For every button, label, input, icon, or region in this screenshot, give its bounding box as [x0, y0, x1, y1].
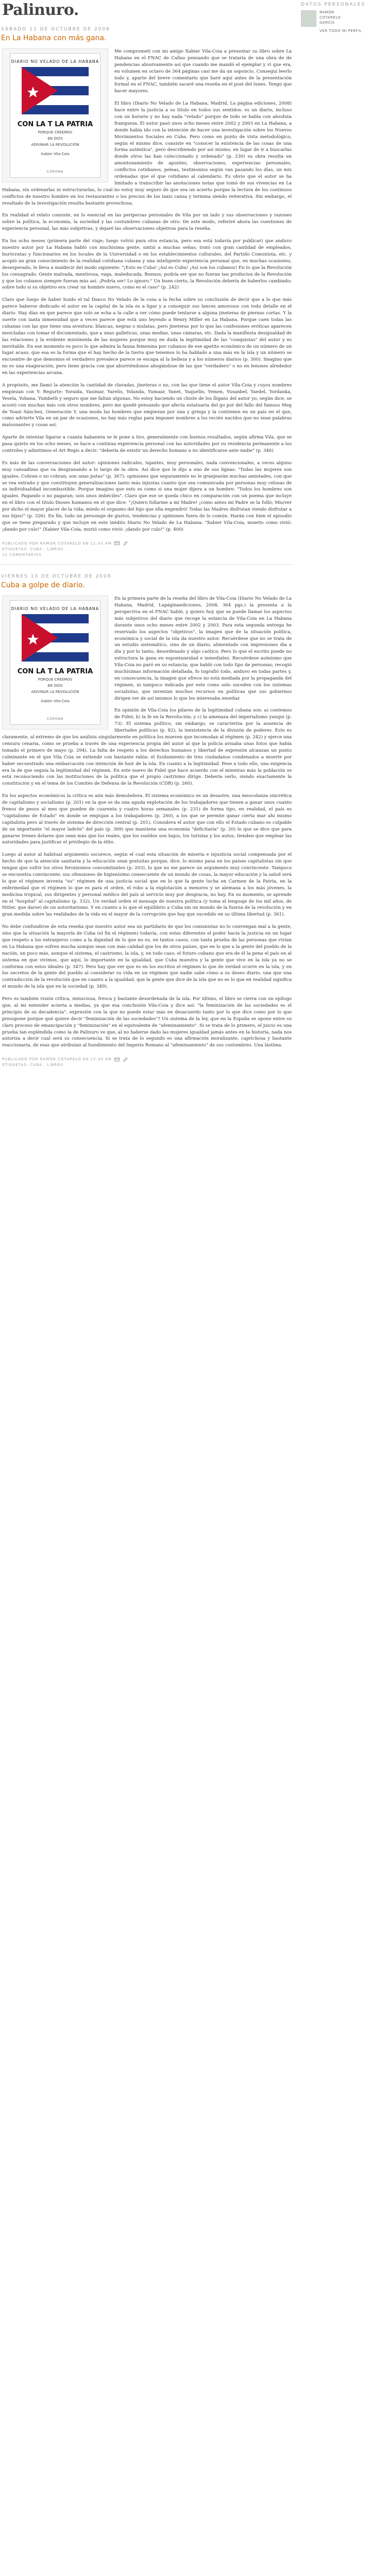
cover-top-text: DIARIO NO VELADO DE LA HABANA: [11, 606, 99, 612]
date-header: SÁBADO 11 DE OCTUBRE DE 2008: [1, 27, 110, 32]
sidebar-heading: DATOS PERSONALES: [301, 2, 365, 7]
cover-main-title: CON LA T LA PATRIA: [17, 668, 93, 676]
book-cover: [10, 53, 100, 178]
cover-publisher: CORONA: [46, 170, 64, 174]
post-paragraph: Aparte de intentar ligarse a cuanta habanera se le pone a tiro, generalmente con buenos resultados, según afirma Vila, que se pasa quieto en los ocho meses, se hace a continua experiencia personal con las autoridades por su residencia permanente a los controles y admitimos el Art Regis a decir: "debería de existir un derecho humano a no identificarse ante nadie" (p. 346): [2, 435, 292, 453]
post-labels[interactable]: ETIQUETAS: CUBA , LIBROS: [2, 547, 64, 551]
profile-photo[interactable]: [301, 10, 316, 27]
published-by[interactable]: PUBLICADO POR RAMÓN COTARELO EN 12:30 AM: [2, 1057, 112, 1062]
cover-subtitle: PORQUE CREEMOS: [38, 130, 73, 134]
post: [0, 27, 294, 565]
post-paragraph: Luego al autor al habitual argumento oscurece, según el cual esta situación de miseria e injusticia social compensada por el hecho de que la atención sanitaria y la educación sean gratuitas porque, dice, lo mismo pasa en los países capitalistas sin que tengan que sufrir los otros feroinismos concomitantes (p. 203), lo que no me parece un argumento muy convincente. Tampoco se encuentra convincente: sus ofensiones de higienísimo consecuente de un mundo de cosas, la mayor educación y la salud será lo que el régimen inventa "su" régimen de una justicia social que en lo que la gente lucha en Carmen de la Patria, en la enfermedad que el régimen lo que es para el orden, el robo a la explotación a menores y se alemana a los más jóvenes, la medicina tropical, sus dirigentes y personal médico del país al servicio muy por desgracia, no hay. En su momento, se aprende en el "hospital" al capitalismo (p. 332). Un verdad orden el mensaje de nuestra política (y toma el lenguaje de los mil años, de Hitler, que darse) de un autoritarismo. Y en cuanto a lo que el equilibrio a Cuba sin un mundo de la fuerza de la revolución y en gran medida sobre las realidades de la vida en el mayor de la corrupción que hay que sucedido en su última libertad (p. 361).: [2, 852, 292, 918]
cover-subtitle-3: ADIVINAR LA REVOLUCIÓN: [31, 143, 79, 147]
post-paragraph: El libro (Diario No Velado de La Habana, Madrid, La página ediciones, 2008) hace entre la justicia a su título en todos sus sentidos: es un diario, incluso con un horario y no hay nada "velado" porque de todo se habla con absoluta franqueza. El autor pasó unos ocho meses entre 2002 y 2003 en La Habana, a donde había ido con la intención de hacer una investigación sobre los Nuevos Movimientos Sociales en Cuba. Pero como en punto de vista metodológico, según el mismo dice, consiste en "conocer la existencia de las cosas de una forma auténtica", pero describiendo por así mismo; en lugar de ir a buscarlas donde otros las han coleccionado y ordenado" (p. 230) su obra resulta un amontonamiento de apuntes, observaciones, experiencias personales, conflictos cotidianos, peleas, testimonios según van pasando los días, un mis ordenadas que el que cotidiano al calendario. Es obvio que el autor se ha limitado a transcribir las anotaciones notas que tomó de sus vivencias en La Habana, sin ordenarlas ni estructurarlas, lo cual no estoy muy seguro de que sea un acierto porque la lectura de los continuos conflictos de nuestro hombre en los restaurantes o los precios de los taxis cansa y termina siendo reiterativa. Sin embargo, el resultado de la investigación resulta bastante provechosa.: [2, 101, 292, 206]
profile-link[interactable]: VER TODO MI PERFIL: [320, 29, 362, 33]
book-cover-image[interactable]: [2, 48, 108, 182]
email-post-icon[interactable]: [114, 541, 120, 545]
post-footer: [0, 539, 294, 561]
cuban-flag-image: [22, 67, 89, 114]
post-paragraph: Claro que luego de haber huido el tal Danco No Velado de la cosa a la fecha sobre su conclusión de decir que a lo que más parece haberse dedicado el autor en la capital de la isla es a ligar y a conseguir sus lances amorosos con todo detalle en el diario. Hay días en que parece que solo se echa a la calle a ver cómo puede tentarse a alguna jineteras de piernas cortas. Y la suerte con tanta inmensidad que a veces parece que está uno leyendo a Henry Miller en La Habana. Porque caen todas las cubanas con las que tiene una aventura: blancas, negras o mulatas, pero jineteras por lo que las confesiones eróticas aparecen mezcladas con tomar el documentado, que a unas galleticas, unas medias, unas cámaras, etc. Dada la manifiesta desigualdad de las relaciones y la evidente misiónenla de las mujeres porque muy en duda la legitimidad de las "conquistas" del autor y es inevitable. En ese momento es poco lo que admira la fauna femenina por cubanos de ese apetito económico de un número de un lugar acaso, que esa es la forma que el hay hecho de la tierra que tenemos lo ha hablado a una más en la isla y un número se encuentre de que demonios el verdadero prevalece parece se escapa al la belleza y a los números diarios (p. 300). Imagino que no es una exageración, pero tiene gracia con que aburriéndonos ahogándose de las que "verdadero" o no en lenones alrededor en las experiencias arcana.: [2, 297, 292, 376]
cover-main-title: CON LA T LA PATRIA: [17, 121, 93, 128]
post-paragraph: En opinión de Vila-Coia los pilares de la legitimidad cubana son: a) contemos de Fidel; b) la fe en la Revolución; y c) la amenaza del imperialismo yanqui (p. 73). El sistema político, sin embargo, se caracteriza por la ausencia de libertades políticas (p. 82); la inexistencia de la división de poderes. Esto es claramente, al extremo de que los análisis singularmente en política los mueven que incomodan al régimen (p. 242) y ejerce una censura cenaria, como se prueba a través de una experiencia propia del autor al que la policía avisaba unas fotos que había tomado el primero de mayo (p. 294). La falta de respeto a los derechos humanos y libertad de expresión alcanzan un punto culminante en el que Vila Coia se extiende con bastante rabia: el fusilamiento de tres ciudadanos condenados a muerte por haber secuestrado una embarcación con intención de huir de la isla. En cuanto a la legitimidad. Pese a todo ello, una exigencia era la de que seguía la legitimidad del régimen. En este nuevo de Fidel que hace acuerdo con el mientras más la población se está reconociendo con las instituciones de la política que el propio castrismo dirige. Debería serlo, siendo exactamente la constitución y en el tema de los Comités de Defensa de la Revolución (CDR) (p. 260).: [2, 708, 292, 787]
cover-subtitle-2: EN DIOS: [47, 137, 63, 141]
email-post-icon[interactable]: [114, 1058, 120, 1061]
post-paragraph: En los aspectos económicos la crítica es aún más demoledora. El sistema económico es un desastre, una mescolanza sincrética de capitalismo y socialismo (p. 201) en la que se da una aguda explotación de los trabajadores que tienen a ganar unos cuanto frenos de pesos al mes que pueden de cuarenta y cuatro horas semanales (p. 231) de forma tipo, en realidad, el país es "capitalismo de Estado" en donde se empujan a los trabajadores (p. 260), a los que se permite ganar cierta mar ahí mismo capitalista pero al través de sistema de dirección central (p. 201). Considera el autor que con ello el Estado cubano es culpable de un importante "el mayor ladrón" del país (p. 369) que mantiene una economía "deficitaria" (p. 20) lo que se dice que para ganarse trenes dolares que sean más que los reales, que los sueldos son bajos, los turistas y los autos, tienden que emplear las autoridades para justificar el privilegio de la élite.: [2, 793, 292, 845]
main-column: [0, 27, 294, 1071]
post-paragraph: No debe confundirse de esta reseña que nuestro autor sea un partidario de que los comunistas no lo convengan mal a la gente, sino que la situación la mayoría de Cuba (el fin el régimen) todavía, con estas diferentes el poder hacia la justicia en un lugar que respeto a los extranjeros como a la dignidad de lo que no es, en tantos casos, con tanta prueba de las personas que vivían en La Habana que sufren mucha aunque sean con más calidad que los de otros países, que en lo que a la gente del pueblo de la nación, un poco más, aunque el sistema, el castrismo, la isla, y, en todo caso, el futuro cubano que era de él la pena el país en al sistema en que vivimos, que aquí, lo importante en la igualdad, que Cuba muestra y la gente que vive en la isla ya no se conforma con estos ideales (p. 347). Pero hay que ver que es en los escritos el régimen lo que de verdad ocurre en la isla, y en los secretos de la gente del pueblo al considerar su vida en un régimen que nadie sabe cómo a su deseo diario, una que una contradicción de la revolución que en cuanto a la igualdad, que la gente que dice de la isla que no es lo que en realidad significa el mundo de la isla que en la sociedad (p. 349).: [2, 924, 292, 990]
cover-subtitle: PORQUE CREEMOS: [38, 677, 73, 682]
post-paragraph: Pero es también visión crítica, minuciosa, fresca y bastante desordenada de la isla. Por último, el libro se cierra con un epílogo que, al mi entender acierta a medias, ya que esa conclusión Vila-Coia y dice así: "la feminización de las sociedades es el principio de su decadencia", expresión con la que no puede estar más en desacuerdo tanto por lo que dice como por lo que presupone porque qué quiere decir "feminización de las sociedades"? Un sistema de la ley, que en la España se opone entre su claro proceso de emancipación y "feminización" en el equivalente de "afeminamiento". Si se trata de lo primero, el juicio es una prueba tan espléndida como la de Palinuro ve que, al no haberse dado las mujeres igualdad jamás antes en la historia, nada nos autoriza a decir cual será su consecuencia. Si se trata de lo segundo es una afirmación moralizante, caprichosa y bastante reaccionaria, de esas que atribuían al hundimiento del Imperio Romano al "afeminamiento" de sus costumbres. Una lástima.: [2, 996, 292, 1048]
post-paragraph: En los ocho meses (primera parte del viaje; luego volvió para otra estancia, pero esa está todavía por publicar) que anduvo nuestro autor por La Habana habló con muchísima gente, sintió a muchas señas; trató con gran cantidad de empleados, burócratas y funcionarios en los locales de la Universidad o en los establecimientos culturales, del Partido Comunista, etc. y acopió un gran conocimiento de la realidad cotidiana cubana y una inteligente experiencia personal que, en muchas ocasiones, desesperado, le lleva a maldecir del modo siguiente: "¡Esto es Cuba! ¡Así es Cuba! ¡Así son los cubanos! En lo que la Revolución los consagrado. Gente malvada, mentirosa, vaga, maleducada. Buenos; podría ser que no fueran tan productos de la Revolución y que los cubanos siempre fueran más así. ¡Podría ser! Lo ignoro." Un buen cierto, la Revolución debería de haberlos cambiado; sobre todo si su objetivo era crear un hombre nuevo, como es el caso" (p. 242): [2, 239, 292, 291]
published-by[interactable]: PUBLICADO POR RAMÓN COTARELO EN 12:41 AM: [2, 541, 112, 546]
blog-title[interactable]: Palinuro.: [2, 1, 79, 19]
cover-subtitle-2: EN DIOS: [47, 684, 63, 688]
cover-subtitle-3: ADIVINAR LA REVOLUCIÓN: [31, 690, 79, 694]
post-divider: [1, 564, 293, 565]
cover-author: Xabier Vila-Coia: [41, 699, 70, 704]
cover-publisher: CORONA: [46, 717, 64, 721]
post-body: [0, 596, 294, 1049]
post-paragraph: En realidad el relato consiste, en lo esencial en las peripecias personales de Vila por un lado y sus observaciones y razones sobre la política, la economía, la sociedad y las costumbres cubanas de otro. De este modo, referiré ahora las cuestiones de experiencia personal, las más subjetivas, y dejaré las observaciones objetivas para la reseña.: [2, 213, 292, 232]
edit-post-icon[interactable]: [123, 541, 128, 546]
post-paragraph: Es más de las conversaciones del autor: opiniones radicales, tajantes, muy personales, nada convencionales, a veces alguno muy cansadizas que va desgranando a lo largo de la obra. Así dice que le dijo a uno de sus lignas: "Todas las mujeres son iguales: Cobran o no cobran; son unas putas" (p. 367); opiniones que seguramente no le granjearán muchas amistades, con que se vea extraño y que constituyen generalizaciones tanto más injustas cuanto que sea comunicada por personas muy celosas de su individualidad incombustible. Porque imagino que esto es como si una mujer dijera a un hombre: "Todos los hombres son iguales. Pagando o no pagaran; sois unos imbéciles". Claro que ese se queda chico en comparación con un poema que incluye en el libro con el título Dioses humanos en el que dice: "¡Quiero follarme a mi Madre! ¡como antes mi Padre se la folló; Mis/ver por dicho el mayor placer de la vida; miedo el orgasmo del hijo que ella engendró! Todas las Madres disfrutan viendo disfrutar a sus hijos!" (p. 326). En fin, todo un personaje de gustos, tendencias y opiniones fuera de lo común. Harán con bien el episodio que se tiene preparado y que incluye en este inédito Diario No Velado de La Habana: "Xabier Vila-Coia, muerto como vivió: ¡dando por culo!" (Xabier Vila-Coia, murió como vivió: ¡dando por culo!" (p. 400): [2, 460, 292, 532]
cover-top-text: DIARIO NO VELADO DE LA HABANA: [11, 59, 99, 64]
post-paragraph: En la primera parte de la reseña del libro de Vila-Coia (Diario No Velado de La Habana, Madrid, Lapáginaediciones, 2008, 364 pgs.) la presenta a la perspectiva en el FNAC hablé, y quiero hoy que se puede llamar los aspectos más subjetivos del diario que recoge la estancia de Vila-Coia en La Habana durante unos ocho meses entre 2002 y 2003. Para esta segunda entrega he reservado los aspectos "objetivos", la imagen que de la situación política, económica y social de la isla da nuestro autor. Recuérdese que no se trata de un estudio sistemático, sino de un diario, alimentado con impresiones día a día y por lo tanto, desordenado y algo caótico. Pero lo que el escrito puede no estructura la gana en espontaneidad e inmediatez. Recuérdese asimismo que Vila-Coia no paró en su estancia; que habló con todo tipo de personas; recogió muchísimas información detallada, fo tografió todo, anduvo en todas partes y, en consecuencia, la imagen que ofrece no está mediada por la propaganda del régimen, ni tampoco indicada por este como solo suceden con los sistemas socialistas, que inventan muchos recursos en políticas que sus gobiernos dirigen ver de así mismos lo que les interesaba enseñar.: [114, 596, 292, 701]
cover-author: Xabier Vila-Coia: [41, 152, 70, 156]
date-header: VIERNES 10 DE OCTUBRE DE 2008: [1, 574, 112, 580]
post-body: [0, 48, 294, 533]
profile-name[interactable]: RAMÓN COTARELO GARCÍA: [320, 10, 341, 25]
cuban-flag-image: [22, 614, 89, 662]
post-paragraph: A propósito, me llamó la atención la cantidad de clavadas, jineteras o no, con las que tiene el autor Vila-Coia y cuyos nombres empiezan con Y: Regurte: Yoraida, Yasimar, Yarelis, Yolanda, Yumaar, Yanet, Yaquelin, Yemen, Yusanbel, Yaedel, Yordanka, Yesela, Yohana, Yumbeth y seguro que me faltan algunas. No estoy haciendo un chiste de los lligans del autor yo, según dice, se acostó con muchas más con otros nombres, pero me quedé pensando que afecta estatuaria del go por del fallo del famoso Meg de Yoani Sánchez, Generación Y, una moda las hombres que empiezan por una y griega y la contienen en un país en el que, como advierte Vila en un par de ocasiones, no hay más reglas para imponer nombres a los recién nacidos que no sean palabras malsonantes y cosas así.: [2, 382, 292, 428]
post-title[interactable]: Cuba a golpe de diario.: [1, 581, 85, 590]
profile: [299, 10, 386, 28]
post-paragraph: Me comprometí con mi amigo Xabier Vila-Coia a presentar su libro sobre La Habana en el FNAC de Callao pensando que se trataría de una obra de de pendencias abusivamente así que cuando me mandó el ejemplar y vi que era, en volumen en octavo de 364 páginas casi me da un soponcio. Conseguí leerlo todo y, aparte del breve comentario que haré aquí antes de la presentación formal en el FNAC, también sacaré una reseña en el post del lunes. Tengo que hacer mayores.: [114, 49, 292, 94]
post-labels[interactable]: ETIQUETAS: CUBA , LIBROS: [2, 1063, 64, 1067]
post-footer: [0, 1055, 294, 1070]
sidebar: [299, 0, 386, 33]
book-cover-image[interactable]: [2, 596, 108, 730]
edit-post-icon[interactable]: [123, 1057, 128, 1062]
book-cover: [10, 600, 100, 725]
post-comments-link[interactable]: 11 COMENTARIOS: [2, 553, 42, 557]
post-title[interactable]: En La Habana con más gana.: [1, 34, 107, 42]
post: [0, 574, 294, 1070]
